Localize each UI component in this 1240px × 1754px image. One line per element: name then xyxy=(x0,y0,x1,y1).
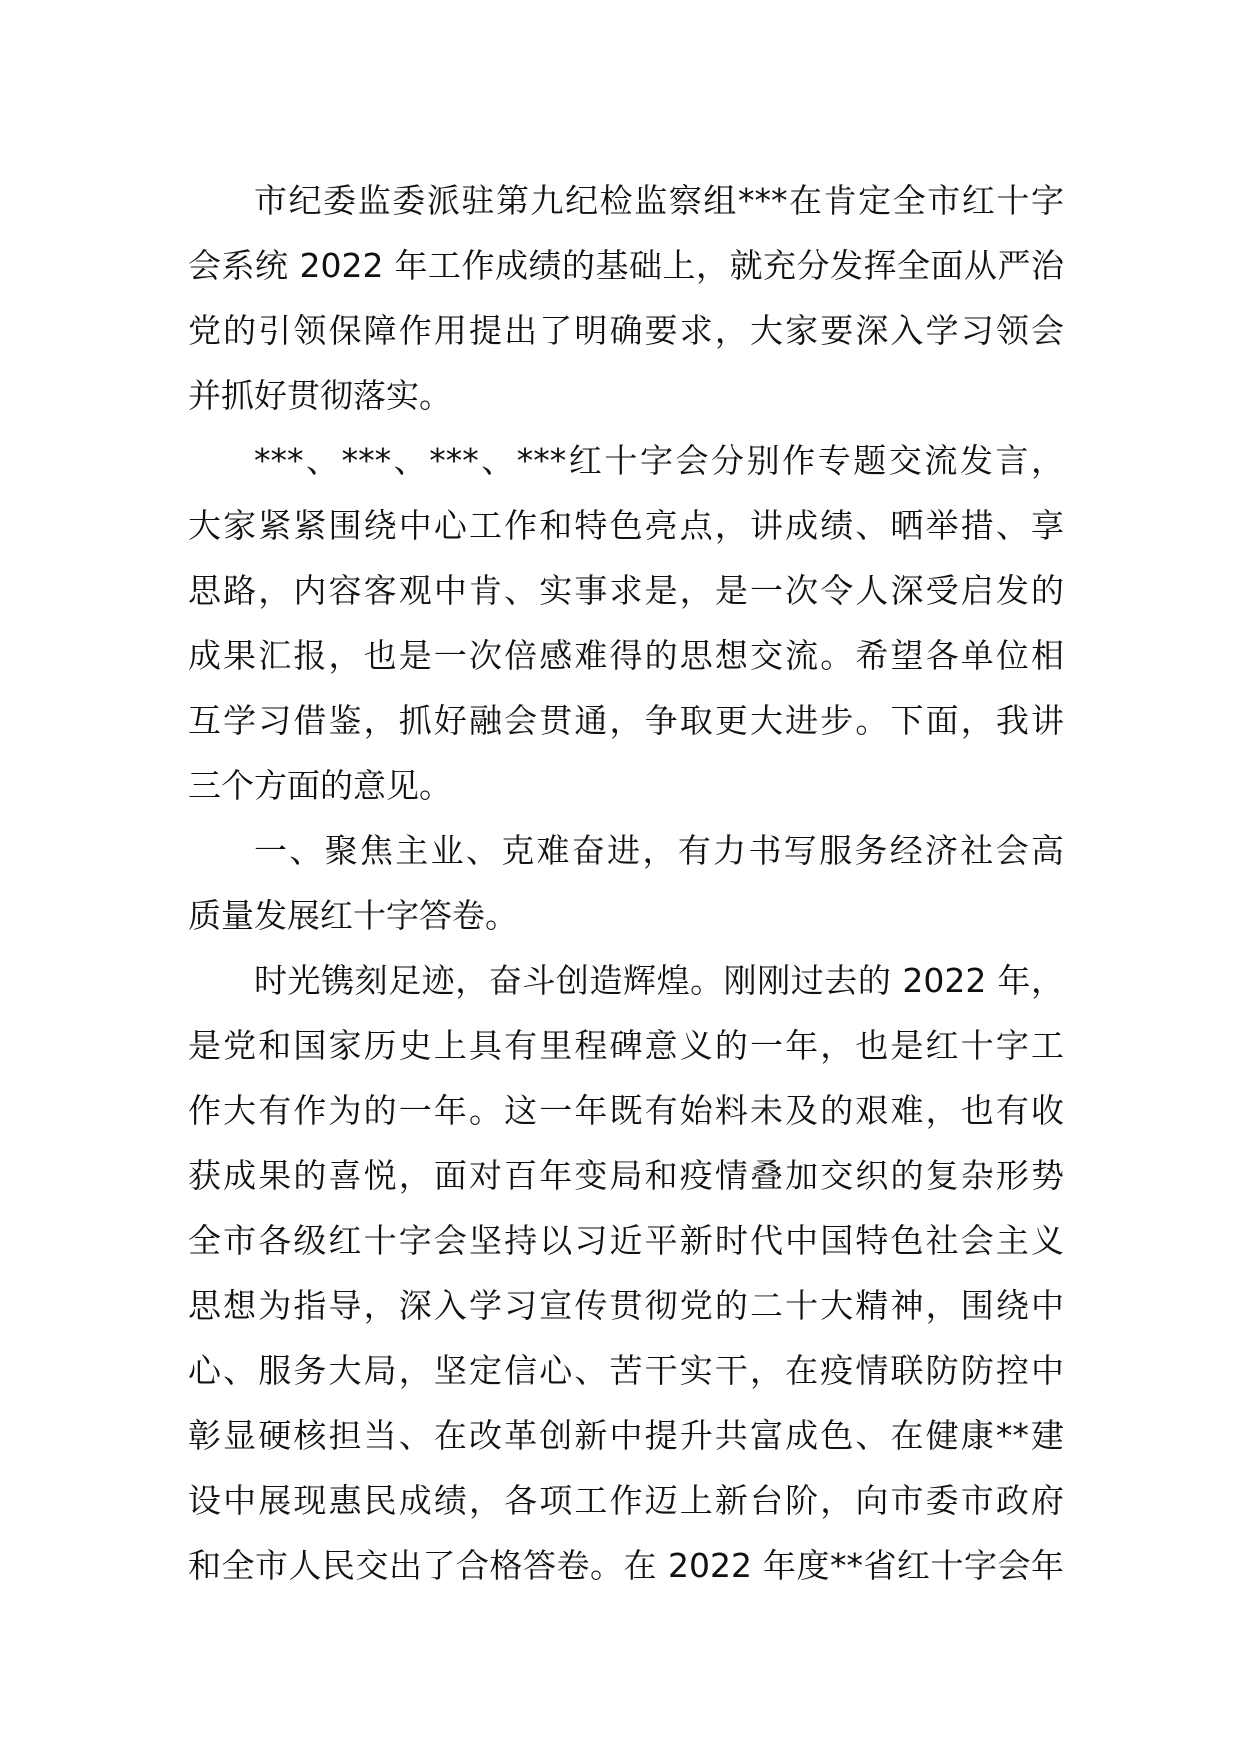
paragraph-line: 成果汇报，也是一次倍感难得的思想交流。希望各单位相 xyxy=(188,636,1064,675)
paragraph-line: 彰显硬核担当、在改革创新中提升共富成色、在健康**建 xyxy=(188,1416,1064,1455)
paragraph-line: 市纪委监委派驻第九纪检监察组***在肯定全市红十字 xyxy=(254,181,1064,220)
paragraph-line: 思路，内容客观中肯、实事求是，是一次令人深受启发的 xyxy=(188,571,1064,610)
paragraph-line: 互学习借鉴，抓好融会贯通，争取更大进步。下面，我讲 xyxy=(188,701,1064,740)
paragraph-line: 三个方面的意见。 xyxy=(188,766,452,805)
paragraph-line: 大家紧紧围绕中心工作和特色亮点，讲成绩、晒举措、享 xyxy=(188,506,1064,545)
paragraph-line: 心、服务大局，坚定信心、苦干实干，在疫情联防防控中 xyxy=(188,1351,1064,1390)
paragraph-line: 和全市人民交出了合格答卷。在 2022 年度**省红十字会年 xyxy=(188,1546,1064,1585)
paragraph-line: 并抓好贯彻落实。 xyxy=(188,376,452,415)
paragraph-line: ***、***、***、***红十字会分别作专题交流发言， xyxy=(254,441,1064,480)
paragraph-line: 获成果的喜悦，面对百年变局和疫情叠加交织的复杂形势 xyxy=(188,1156,1064,1195)
paragraph-line: 设中展现惠民成绩，各项工作迈上新台阶，向市委市政府 xyxy=(188,1481,1064,1520)
section-heading-line: 一、聚焦主业、克难奋进，有力书写服务经济社会高 xyxy=(254,831,1064,870)
paragraph-line: 党的引领保障作用提出了明确要求，大家要深入学习领会 xyxy=(188,311,1064,350)
paragraph-line: 会系统 2022 年工作成绩的基础上，就充分发挥全面从严治 xyxy=(188,246,1064,285)
paragraph-line: 是党和国家历史上具有里程碑意义的一年，也是红十字工 xyxy=(188,1026,1064,1065)
document-body xyxy=(188,168,1064,1598)
section-heading-line: 质量发展红十字答卷。 xyxy=(188,896,518,935)
paragraph-line: 时光镌刻足迹，奋斗创造辉煌。刚刚过去的 2022 年， xyxy=(254,961,1064,1000)
paragraph-line: 全市各级红十字会坚持以习近平新时代中国特色社会主义 xyxy=(188,1221,1064,1260)
paragraph-line: 思想为指导，深入学习宣传贯彻党的二十大精神，围绕中 xyxy=(188,1286,1064,1325)
paragraph-line: 作大有作为的一年。这一年既有始料未及的艰难，也有收 xyxy=(188,1091,1064,1130)
